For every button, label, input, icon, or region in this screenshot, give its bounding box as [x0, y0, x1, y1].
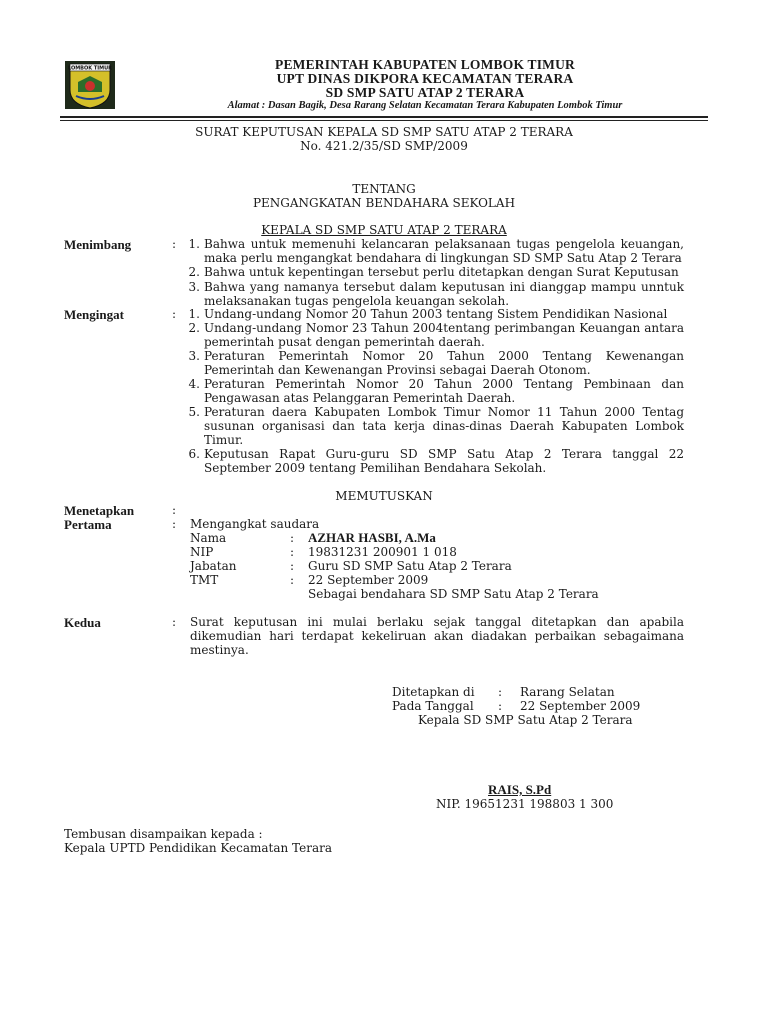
appointee-tmt: 22 September 2009 [308, 573, 429, 587]
mengingat-item: Peraturan Pemerintah Nomor 20 Tahun 2000 Tentang Kewenangan Pemerintah dan Kewenangan Provinsi sebagai Daerah Otonom. [204, 349, 684, 377]
mengingat-colon: : [172, 307, 177, 321]
date-colon: : [498, 699, 503, 713]
decree-title: SURAT KEPUTUSAN KEPALA SD SMP SATU ATAP 2 TERARA [195, 125, 573, 139]
letterhead-line1: PEMERINTAH KABUPATEN LOMBOK TIMUR [275, 57, 575, 72]
kedua-colon: : [172, 615, 177, 629]
signer-nip: NIP. 19651231 198803 1 300 [436, 797, 614, 811]
field-key-nip: NIP [190, 545, 214, 559]
signer-name-text: RAIS, S.Pd [488, 782, 552, 797]
tembusan-recipient: Kepala UPTD Pendidikan Kecamatan Terara [64, 841, 333, 855]
mengingat-number: 5. [188, 405, 200, 419]
menimbang-number: 2. [188, 265, 200, 279]
signer-name [488, 782, 551, 798]
field-colon: : [290, 531, 295, 545]
menimbang-item: Bahwa untuk kepentingan tersebut perlu ditetapkan dengan Surat Keputusan [204, 265, 679, 279]
kedua-text: Surat keputusan ini mulai berlaku sejak tanggal ditetapkan dan apabila dikemudian hari terdapat kekeliruan akan diadakan perbaikan sebagaimana mestinya. [190, 615, 684, 657]
mengingat-number: 3. [188, 349, 200, 363]
appointee-position: Guru SD SMP Satu Atap 2 Terara [308, 559, 512, 573]
mengingat-number: 6. [188, 447, 200, 461]
menimbang-item: Bahwa untuk memenuhi kelancaran pelaksanaan tugas pengelola keuangan, maka perlu mengangkat bendahara di lingkungan SD SMP Satu Atap 2 Terara [204, 237, 684, 265]
field-key-tmt: TMT [190, 573, 219, 587]
pertama-label: Pertama [64, 517, 112, 532]
kedua-label: Kedua [64, 615, 101, 630]
mengingat-label: Mengingat [64, 307, 124, 322]
menetapkan-label: Menetapkan [64, 503, 135, 518]
mengingat-item: Undang-undang Nomor 20 Tahun 2003 tentang Sistem Pendidikan Nasional [204, 307, 668, 321]
date-value: 22 September 2009 [520, 699, 641, 713]
appointee-name: AZHAR HASBI, A.Ma [308, 530, 436, 545]
place-label: Ditetapkan di [392, 685, 475, 699]
letterhead-line3: SD SMP SATU ATAP 2 TERARA [325, 85, 525, 100]
tentang-heading: TENTANG [352, 182, 416, 196]
mengingat-number: 4. [188, 377, 200, 391]
mengingat-item: Peraturan daera Kabupaten Lombok Timur Nomor 11 Tahun 2000 Tentag susunan organisasi dan tata kerja dinas-dinas Daerah Kabupaten Lombok Timur. [204, 405, 684, 447]
letterhead-rule-thick [60, 116, 708, 118]
memutuskan-heading: MEMUTUSKAN [335, 489, 433, 503]
regency-logo [64, 60, 116, 110]
place-value: Rarang Selatan [520, 685, 615, 699]
mengingat-item: Undang-undang Nomor 23 Tahun 2004tentang perimbangan Keuangan antara pemerintah pusat dengan pemerintah daerah. [204, 321, 684, 349]
place-colon: : [498, 685, 503, 699]
field-colon: : [290, 545, 295, 559]
signer-position: Kepala SD SMP Satu Atap 2 Terara [418, 713, 633, 727]
menimbang-number: 1. [188, 237, 200, 251]
logo-caption: LOMBOK TIMUR [67, 65, 113, 72]
pertama-intro: Mengangkat saudara [190, 517, 320, 531]
letterhead-rule-thin [60, 120, 708, 121]
letterhead-address: Alamat : Dasan Bagik, Desa Rarang Selatan Kecamatan Terara Kabupaten Lombok Timur [227, 100, 623, 111]
letterhead-line2: UPT DINAS DIKPORA KECAMATAN TERARA [276, 71, 574, 86]
menimbang-label: Menimbang [64, 237, 132, 252]
decree-authority [60, 223, 708, 237]
appointee-nip: 19831231 200901 1 018 [308, 545, 457, 559]
menetapkan-colon: : [172, 503, 177, 517]
authority-text: KEPALA SD SMP SATU ATAP 2 TERARA [261, 223, 507, 237]
menimbang-colon: : [172, 237, 177, 251]
mengingat-item: Keputusan Rapat Guru-guru SD SMP Satu Atap 2 Terara tanggal 22 September 2009 tentang Pemilihan Bendahara Sekolah. [204, 447, 684, 475]
menimbang-item: Bahwa yang namanya tersebut dalam keputusan ini dianggap mampu unntuk melaksanakan tugas pengelola keuangan sekolah. [204, 280, 684, 308]
decree-number: No. 421.2/35/SD SMP/2009 [300, 139, 468, 153]
date-label: Pada Tanggal [392, 699, 474, 713]
decree-subject: PENGANGKATAN BENDAHARA SEKOLAH [252, 196, 516, 210]
pertama-colon: : [172, 517, 177, 531]
mengingat-number: 2. [188, 321, 200, 335]
mengingat-number: 1. [188, 307, 200, 321]
mengingat-item: Peraturan Pemerintah Nomor 20 Tahun 2000 Tentang Pembinaan dan Pengawasan atas Pelanggaran Pemerintah Daerah. [204, 377, 684, 405]
appointment-note: Sebagai bendahara SD SMP Satu Atap 2 Terara [308, 587, 599, 601]
menimbang-number: 3. [188, 280, 200, 294]
field-key-nama: Nama [190, 531, 227, 545]
field-colon: : [290, 573, 295, 587]
field-key-jabatan: Jabatan [190, 559, 237, 573]
field-colon: : [290, 559, 295, 573]
tembusan-label: Tembusan disampaikan kepada : [64, 827, 263, 841]
